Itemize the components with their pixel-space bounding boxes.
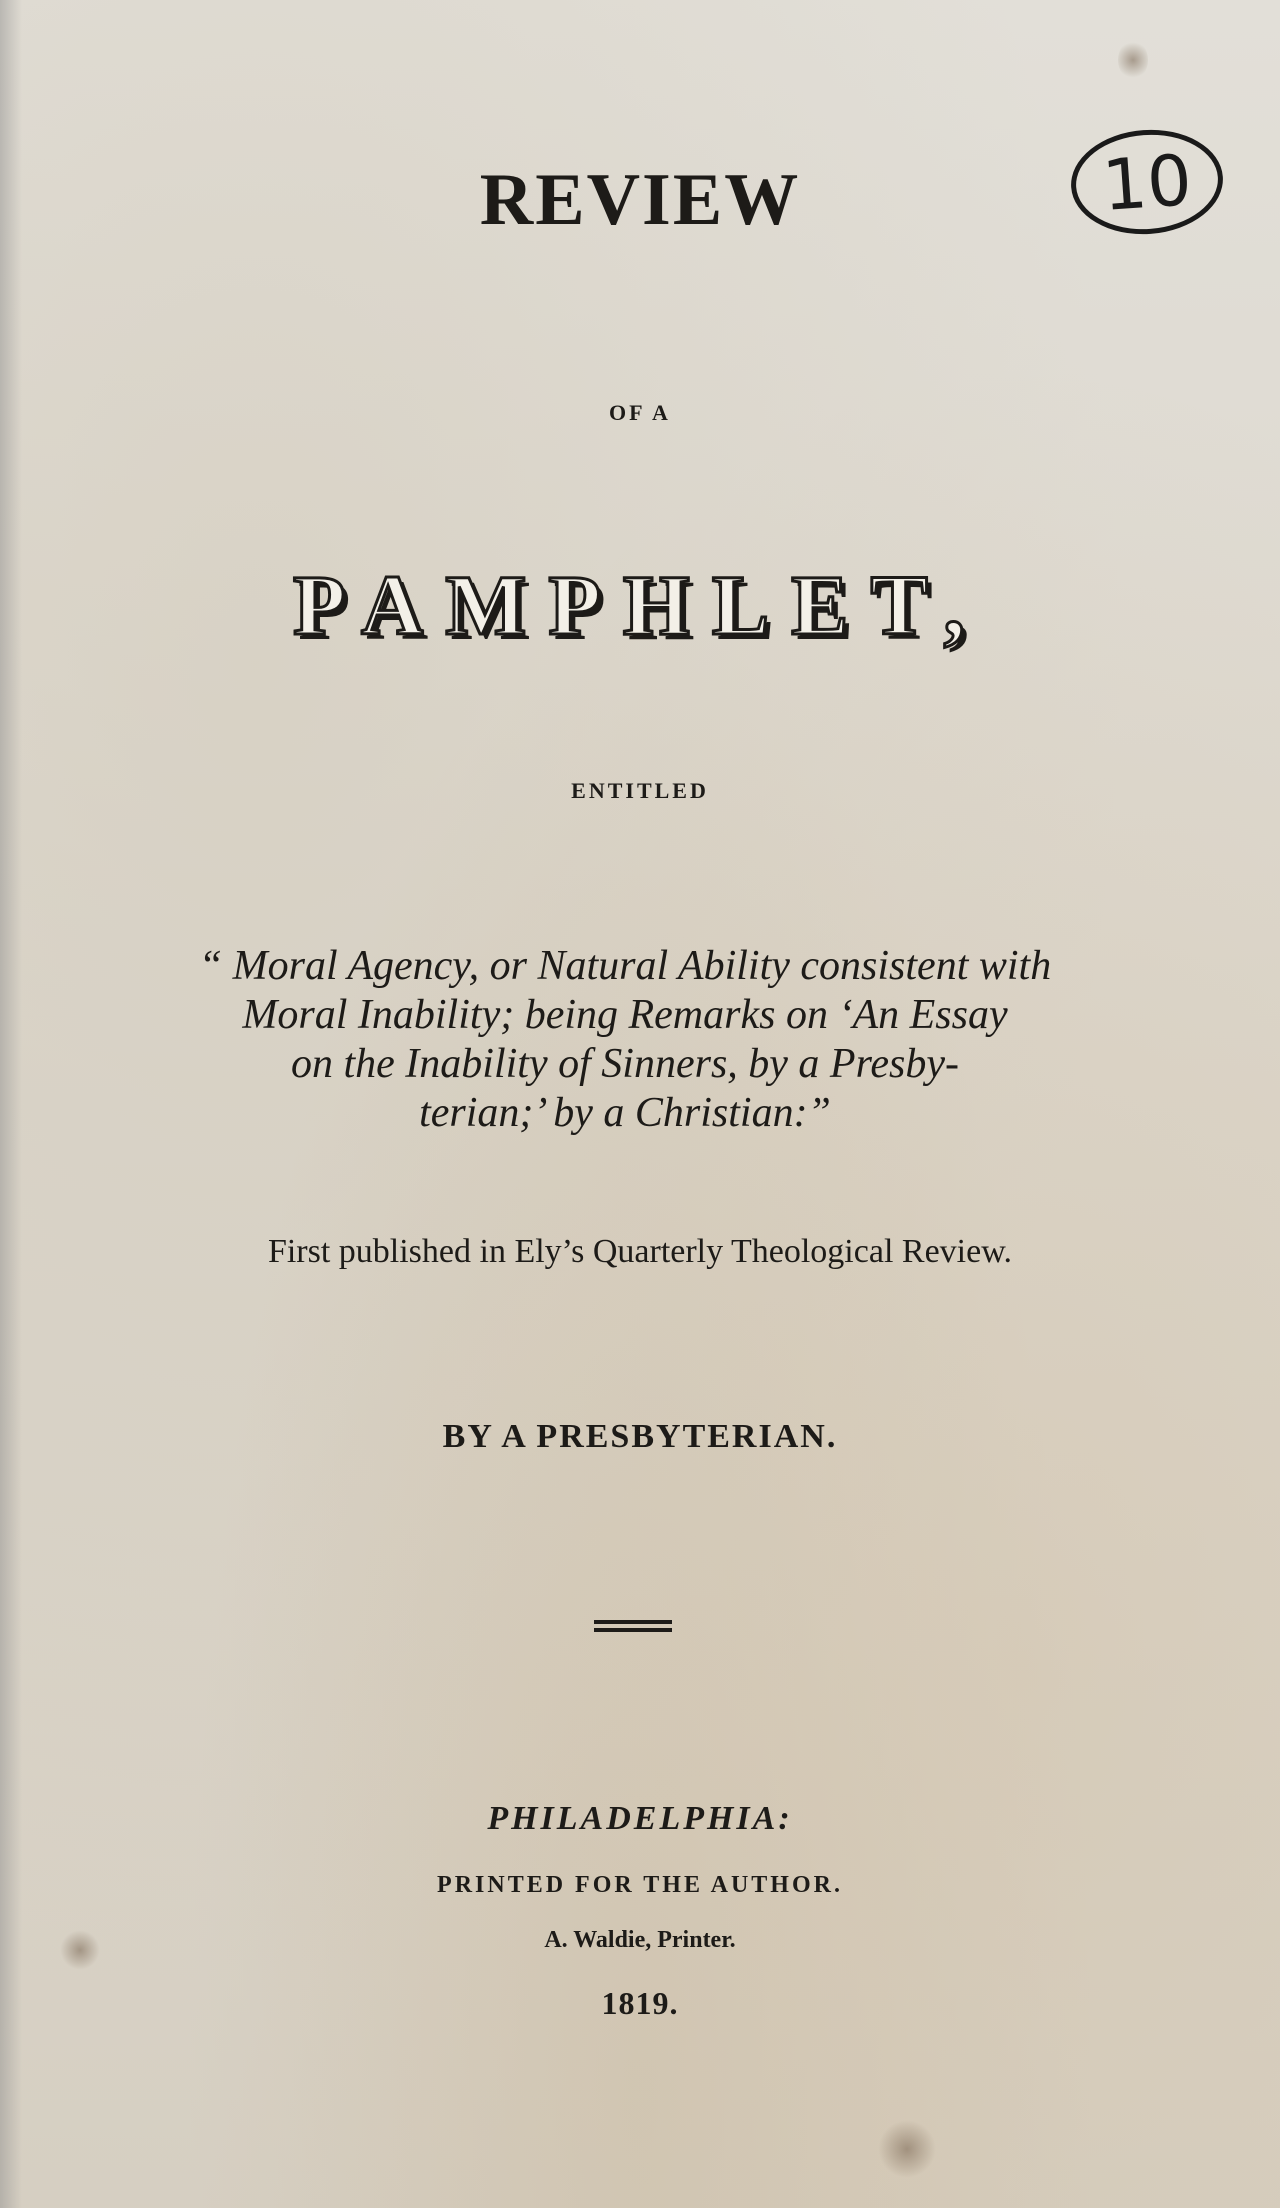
quote-line: on the Inability of Sinners, by a Presby- xyxy=(291,1041,959,1087)
imprint-printed-for: PRINTED FOR THE AUTHOR. xyxy=(437,1872,843,1898)
quote-line: “ Moral Agency, or Natural Ability consistent with xyxy=(198,943,1052,989)
quote-line: Moral Inability; being Remarks on ‘An Essay xyxy=(242,992,1008,1038)
publication-note: First published in Ely’s Quarterly Theological Review. xyxy=(267,1233,1013,1270)
foxing-spot xyxy=(878,2120,936,2178)
imprint-year: 1819. xyxy=(601,1985,679,2021)
handwritten-page-number: 10 xyxy=(1068,125,1227,239)
pamphlet-heading: PAMPHLET, xyxy=(292,557,988,653)
pamphlet-title-quote xyxy=(60,942,1190,1138)
double-rule-divider xyxy=(594,1620,672,1632)
foxing-spot xyxy=(1118,40,1148,80)
title-heading: REVIEW xyxy=(479,159,801,241)
of-a-label: OF A xyxy=(609,400,671,425)
foxing-spot xyxy=(60,1930,100,1970)
imprint-printer: A. Waldie, Printer. xyxy=(544,1927,736,1953)
quote-line: terian;’ by a Christian:” xyxy=(419,1090,831,1136)
author-line: BY A PRESBYTERIAN. xyxy=(442,1418,838,1455)
entitled-label: ENTITLED xyxy=(571,778,709,803)
imprint-city: PHILADELPHIA: xyxy=(487,1800,793,1837)
